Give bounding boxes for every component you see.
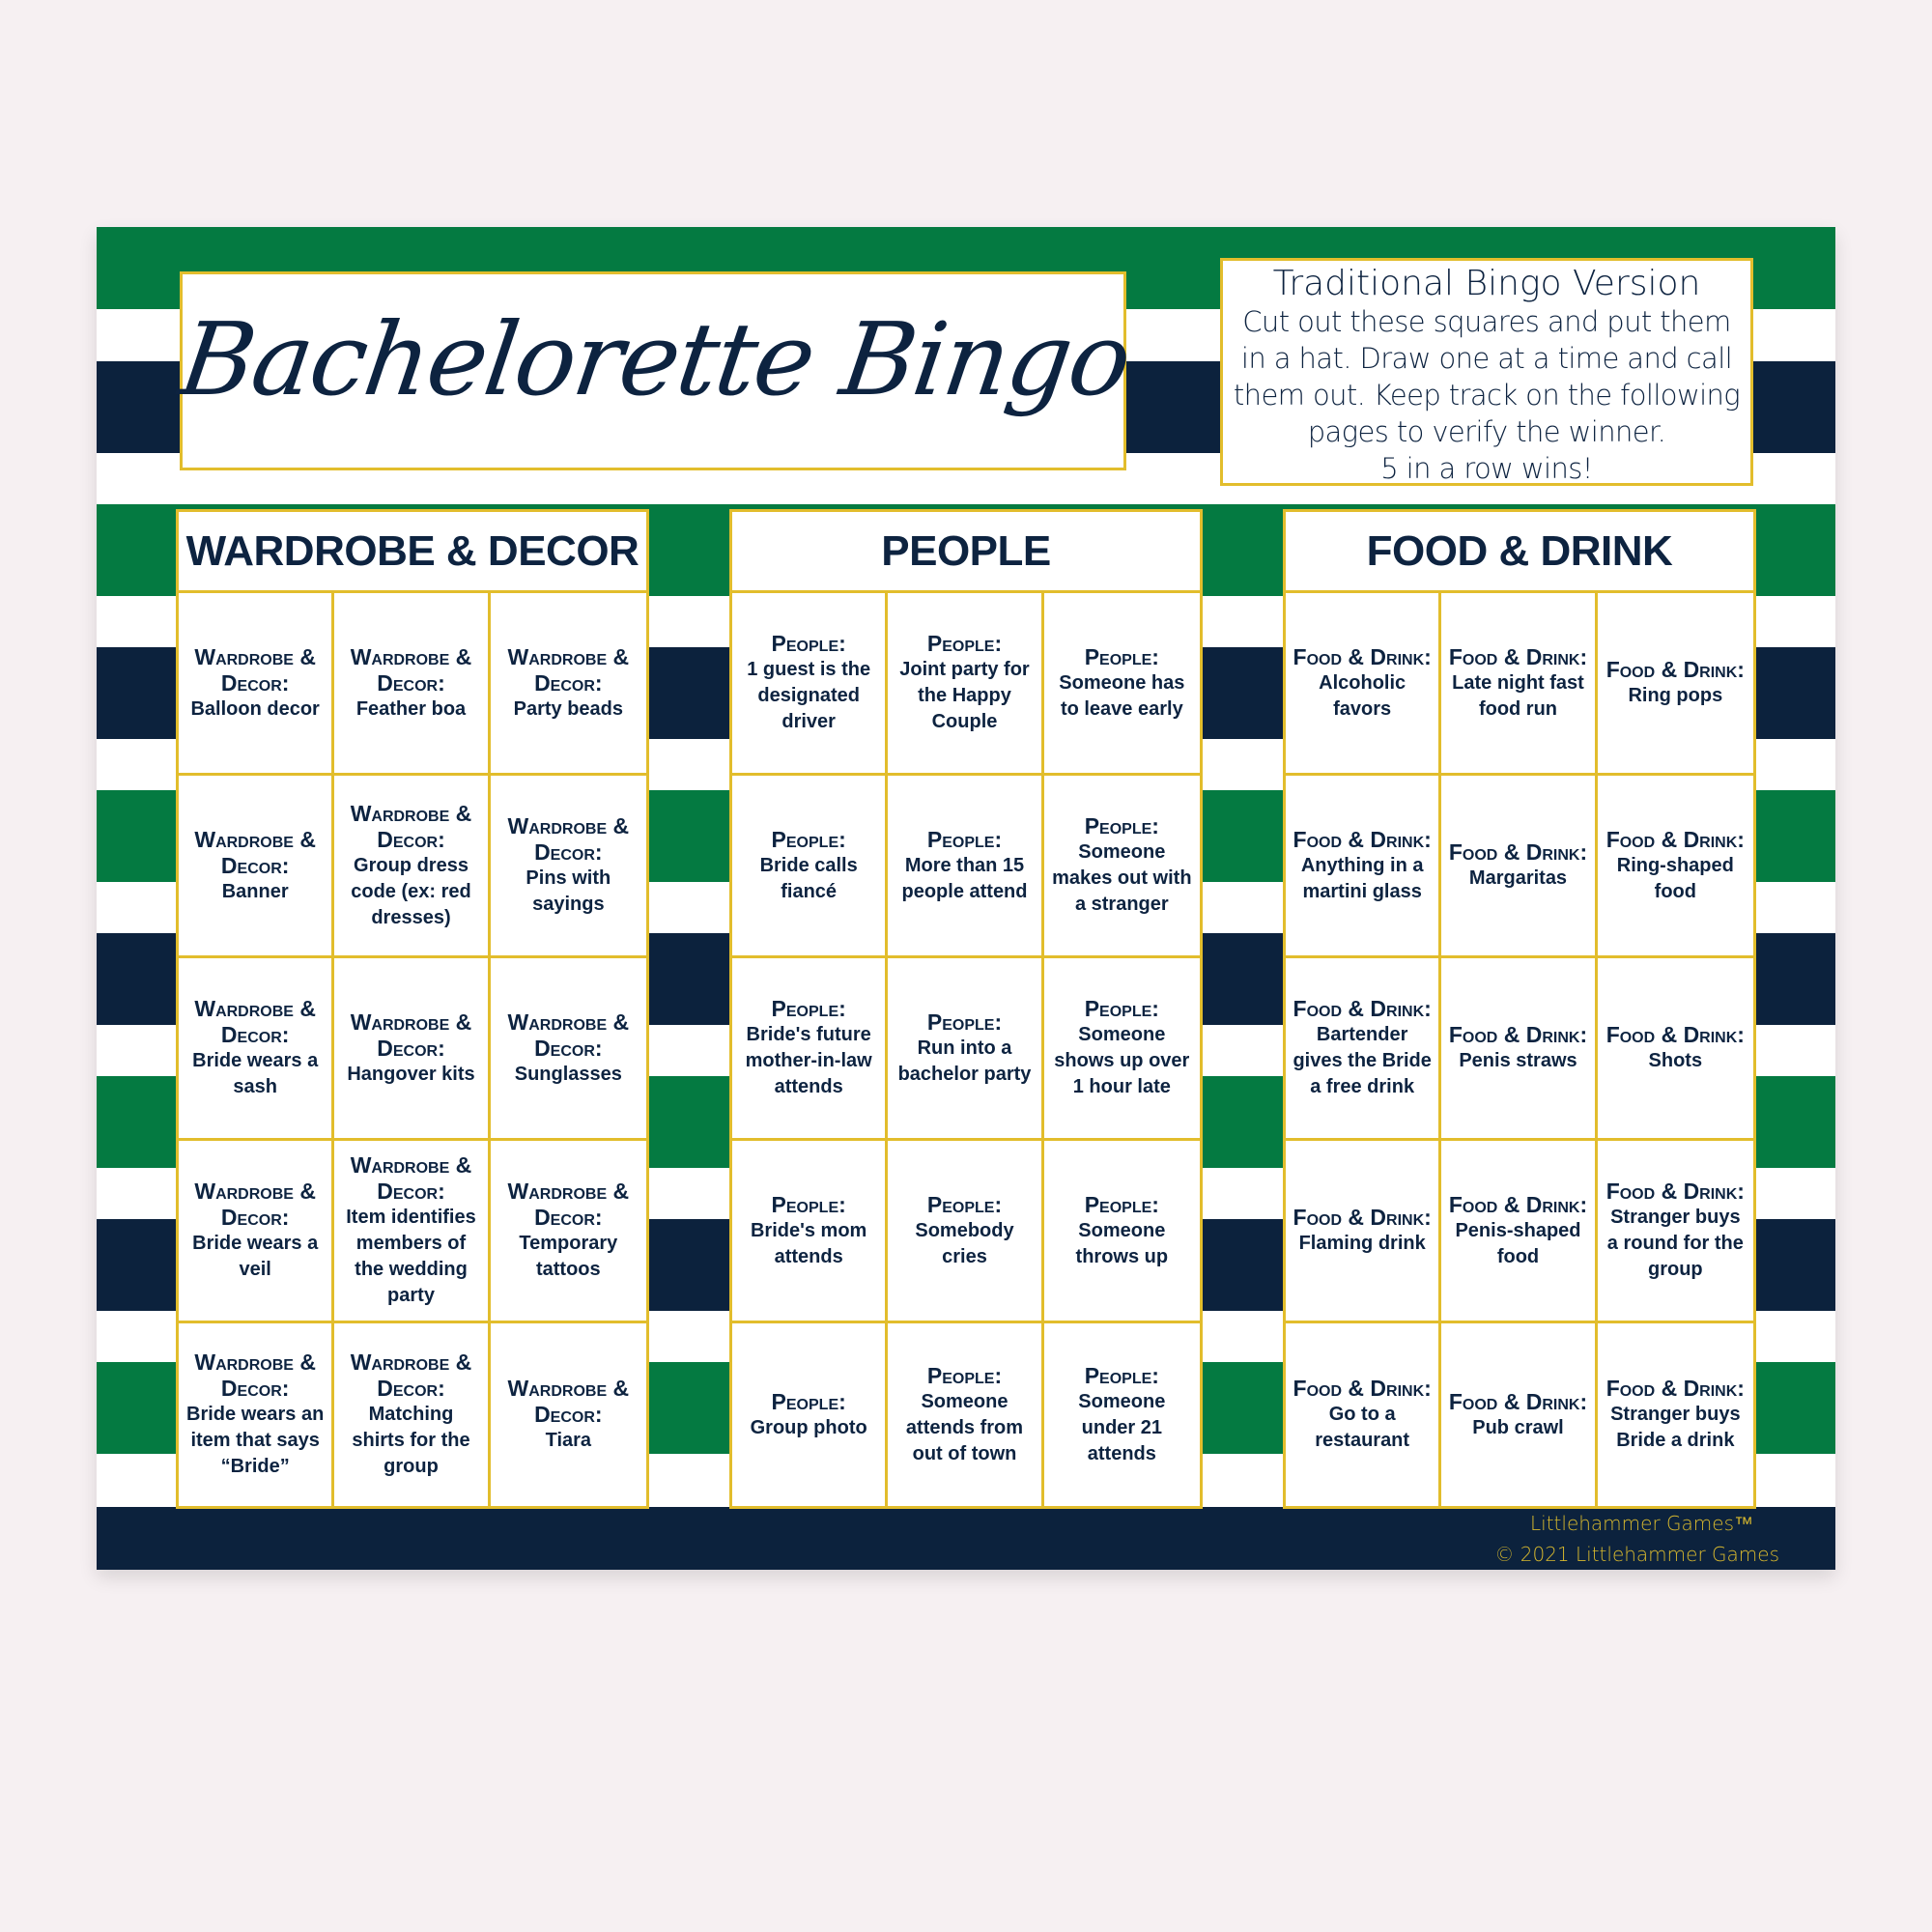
square-category: Food & Drink: [1448, 1191, 1588, 1217]
square-category: Wardrobe & Decor: [507, 1179, 630, 1230]
square-text: Flaming drink [1298, 1233, 1426, 1254]
square-text: Ring-shaped food [1616, 854, 1734, 902]
bingo-square [732, 958, 888, 1141]
square-text: Bride's mom attends [750, 1219, 867, 1267]
bingo-grid [1283, 590, 1756, 1509]
bingo-square [888, 1141, 1043, 1323]
instructions-title: Traditional Bingo Version [1272, 264, 1701, 303]
bingo-square [1286, 776, 1441, 958]
square-category: Wardrobe & Decor: [350, 1152, 472, 1204]
square-text: Shots [1648, 1050, 1703, 1071]
square-text: Pub crawl [1472, 1416, 1564, 1438]
square-category: Wardrobe & Decor: [194, 1179, 316, 1230]
square-text: Margaritas [1468, 867, 1568, 889]
square-category: Food & Drink: [1448, 839, 1588, 865]
instructions-line: 5 in a row wins! [1380, 452, 1593, 485]
instructions-line: Cut out these squares and put them [1242, 305, 1731, 338]
instructions-line: them out. Keep track on the following [1233, 379, 1741, 412]
bingo-square [1598, 776, 1753, 958]
square-category: People: [926, 1362, 1003, 1388]
square-text: Sunglasses [514, 1063, 622, 1085]
square-category: Food & Drink: [1448, 1388, 1588, 1414]
square-text: Ring pops [1628, 685, 1723, 706]
section-title: FOOD & DRINK [1283, 509, 1756, 590]
bingo-square [1598, 1323, 1753, 1506]
square-text: Late night fast food run [1452, 671, 1584, 720]
square-category: Food & Drink: [1605, 1376, 1745, 1401]
bingo-square [179, 593, 334, 776]
bingo-square [1044, 1323, 1200, 1506]
square-text: Item identifies members of the wedding party [346, 1207, 476, 1306]
square-category: Wardrobe & Decor: [507, 643, 630, 696]
bingo-square [732, 593, 888, 776]
bingo-square [334, 1323, 490, 1506]
square-text: Stranger buys Bride a drink [1610, 1404, 1741, 1451]
bingo-square [491, 1141, 646, 1323]
footer-copyright: © 2021 Littlehammer Games [1494, 1543, 1779, 1566]
section-people [729, 509, 1203, 1509]
square-text: Bartender gives the Bride a free drink [1293, 1024, 1432, 1097]
square-text: Someone makes out with a stranger [1052, 841, 1192, 915]
square-category: Food & Drink: [1293, 1205, 1432, 1230]
square-category: People: [926, 1191, 1003, 1217]
square-category: Food & Drink: [1605, 1022, 1745, 1047]
bingo-square [179, 1323, 334, 1506]
square-category: Wardrobe & Decor: [350, 643, 472, 696]
square-category: Wardrobe & Decor: [507, 1376, 630, 1427]
square-text: Alcoholic favors [1319, 671, 1406, 720]
square-text: Bride wears a sash [192, 1050, 319, 1097]
square-text: Pins with sayings [526, 867, 611, 915]
square-category: Wardrobe & Decor: [350, 800, 472, 852]
square-text: Bride wears an item that says “Bride” [186, 1404, 325, 1477]
square-category: Wardrobe & Decor: [194, 996, 316, 1047]
square-category: Food & Drink: [1293, 996, 1432, 1021]
square-category: People: [771, 1388, 846, 1414]
square-category: People: [926, 631, 1003, 656]
bingo-square [1598, 593, 1753, 776]
bingo-square [1441, 1323, 1597, 1506]
bingo-square [732, 776, 888, 958]
square-category: People: [1084, 1191, 1159, 1217]
bingo-square [888, 776, 1043, 958]
bingo-square [179, 1141, 334, 1323]
square-text: Stranger buys a round for the group [1606, 1207, 1744, 1280]
bingo-square [888, 1323, 1043, 1506]
square-category: Wardrobe & Decor: [507, 1009, 630, 1061]
square-category: Food & Drink: [1293, 1376, 1432, 1401]
instructions-line: pages to verify the winner. [1307, 415, 1666, 448]
bingo-square [179, 776, 334, 958]
bingo-square [334, 1141, 490, 1323]
bingo-square [1044, 1141, 1200, 1323]
square-text: More than 15 people attend [901, 854, 1028, 902]
square-text: Bride calls fiancé [759, 854, 858, 902]
square-text: Feather boa [355, 697, 467, 720]
square-category: Food & Drink: [1293, 643, 1432, 669]
square-category: Wardrobe & Decor: [350, 1009, 472, 1061]
square-text: Someone attends from out of town [905, 1390, 1024, 1464]
bingo-square [1286, 1323, 1441, 1506]
square-text: Temporary tattoos [519, 1233, 618, 1280]
bingo-grid [176, 590, 649, 1509]
bingo-square [888, 958, 1043, 1141]
square-category: Wardrobe & Decor: [194, 643, 316, 696]
square-text: Group photo [750, 1416, 867, 1438]
square-category: Wardrobe & Decor: [350, 1350, 472, 1401]
square-text: Penis straws [1459, 1050, 1577, 1071]
bingo-square [1598, 1141, 1753, 1323]
square-category: Wardrobe & Decor: [507, 813, 630, 865]
square-category: People: [1084, 643, 1159, 669]
bingo-square [732, 1323, 888, 1506]
square-category: Food & Drink: [1448, 643, 1588, 669]
bingo-square [1286, 1141, 1441, 1323]
bingo-square [888, 593, 1043, 776]
square-text: Banner [221, 880, 289, 902]
square-text: Someone has to leave early [1059, 671, 1185, 720]
square-text: Matching shirts for the group [352, 1404, 470, 1477]
square-text: Someone under 21 attends [1078, 1390, 1166, 1464]
bingo-square [1044, 958, 1200, 1141]
bingo-square [732, 1141, 888, 1323]
square-text: Bride wears a veil [192, 1233, 319, 1280]
bingo-square [491, 1323, 646, 1506]
square-text: Penis-shaped food [1455, 1219, 1581, 1267]
square-text: Someone shows up over 1 hour late [1054, 1024, 1190, 1097]
square-category: Wardrobe & Decor: [194, 1350, 316, 1401]
section-title: WARDROBE & DECOR [176, 509, 649, 590]
instructions-box [1220, 258, 1753, 486]
bingo-square [1044, 593, 1200, 776]
bingo-square [1441, 1141, 1597, 1323]
section-wardrobe-decor [176, 509, 649, 1509]
square-text: Hangover kits [347, 1063, 475, 1085]
bingo-square [1598, 958, 1753, 1141]
section-title: PEOPLE [729, 509, 1203, 590]
square-text: Group dress code (ex: red dresses) [351, 854, 471, 928]
bingo-square [491, 958, 646, 1141]
square-category: People: [1084, 813, 1159, 838]
square-category: People: [771, 631, 846, 656]
bingo-grid [729, 590, 1203, 1509]
square-category: People: [1084, 1362, 1159, 1388]
bingo-square [491, 593, 646, 776]
bingo-square [334, 958, 490, 1141]
square-text: 1 guest is the designated driver [747, 659, 871, 732]
square-text: Balloon decor [190, 697, 320, 720]
bingo-square [334, 776, 490, 958]
bingo-square [334, 593, 490, 776]
instructions-line: in a hat. Draw one at a time and call [1240, 342, 1733, 375]
square-text: Joint party for the Happy Couple [899, 659, 1030, 732]
section-food-drink [1283, 509, 1756, 1509]
square-text: Tiara [545, 1430, 592, 1451]
square-text: Somebody cries [915, 1219, 1014, 1267]
square-category: People: [771, 1191, 846, 1217]
square-category: People: [771, 826, 846, 852]
square-category: Food & Drink: [1605, 826, 1745, 852]
square-text: Go to a restaurant [1315, 1404, 1410, 1451]
square-category: People: [926, 1009, 1003, 1035]
square-category: Food & Drink: [1293, 826, 1432, 852]
square-text: Bride's future mother-in-law attends [745, 1024, 872, 1097]
bingo-card [97, 227, 1835, 1570]
title-box [172, 271, 1137, 470]
bingo-square [1044, 776, 1200, 958]
bingo-square [179, 958, 334, 1141]
square-category: Wardrobe & Decor: [194, 826, 316, 878]
bingo-square [1286, 593, 1441, 776]
square-text: Anything in a martini glass [1300, 854, 1424, 902]
bingo-square [1286, 958, 1441, 1141]
bingo-square [1441, 958, 1597, 1141]
square-category: People: [771, 996, 846, 1021]
bingo-square [1441, 593, 1597, 776]
square-text: Party beads [513, 697, 624, 720]
page-title: Bachelorette Bingo [172, 300, 1137, 418]
footer-brand: Littlehammer Games™ [1530, 1512, 1753, 1535]
square-category: Food & Drink: [1448, 1022, 1588, 1047]
bingo-square [1441, 776, 1597, 958]
bingo-square [491, 776, 646, 958]
square-category: Food & Drink: [1605, 1179, 1745, 1204]
square-category: People: [1084, 996, 1159, 1021]
square-text: Someone throws up [1075, 1219, 1169, 1267]
square-category: People: [926, 826, 1003, 852]
square-text: Run into a bachelor party [897, 1037, 1032, 1085]
square-category: Food & Drink: [1605, 657, 1745, 682]
